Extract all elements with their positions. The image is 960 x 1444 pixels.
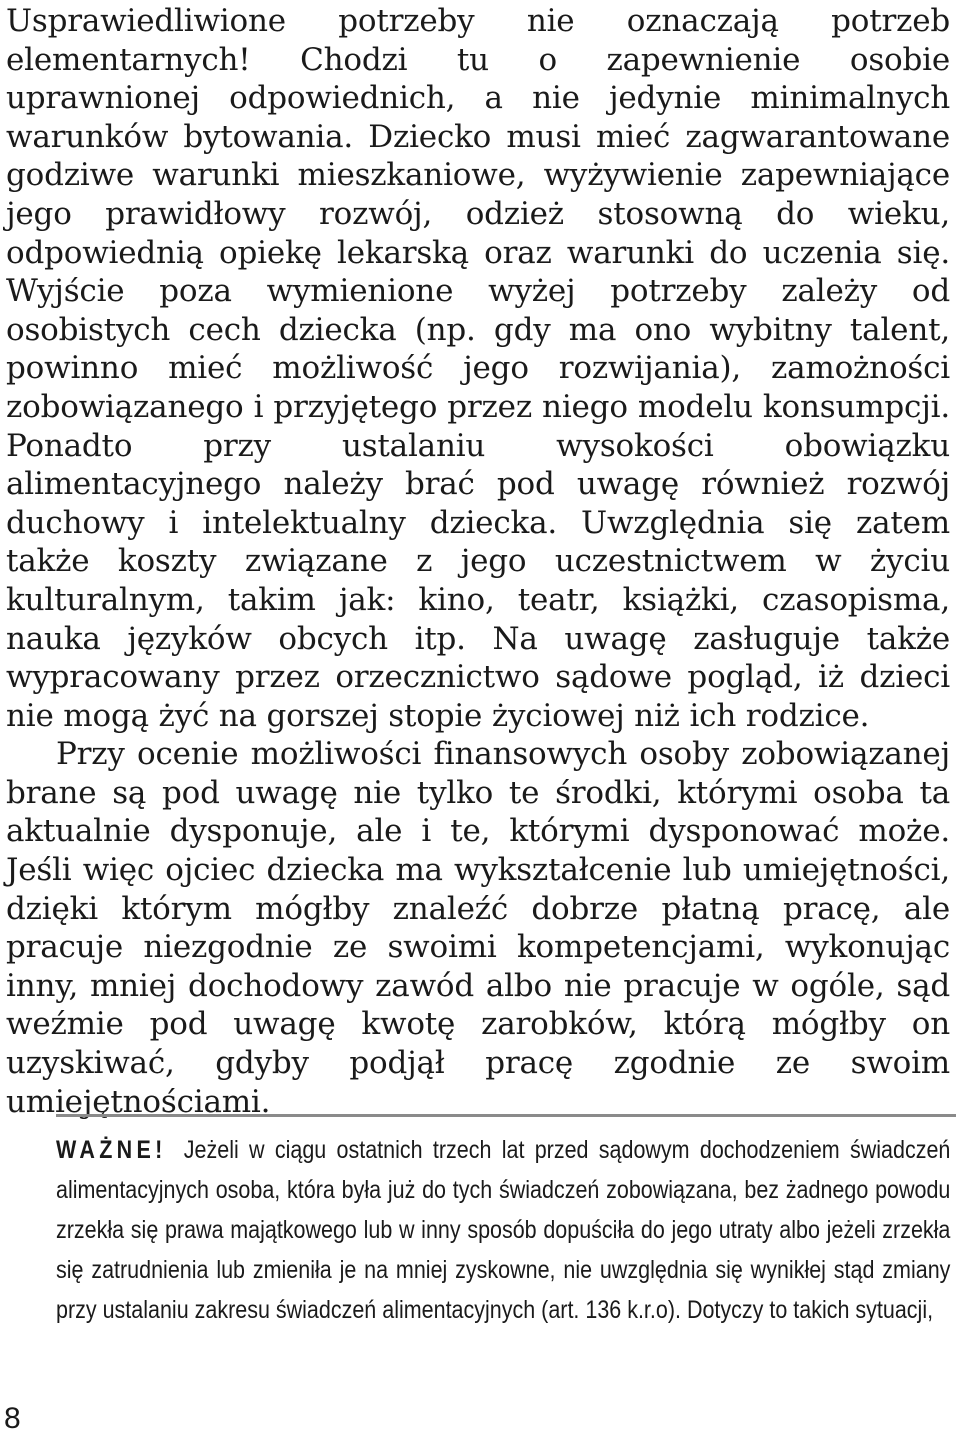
important-note [56, 1130, 950, 1330]
note-divider [56, 1114, 956, 1117]
note-text: Jeżeli w ciągu ostatnich trzech lat przed sądowym dochodzeniem świadczeń alimentacyjnych osoba, która była już do tych świadczeń zobowiązana, bez żadnego powodu zrzekła się prawa majątkowego lub w inny sposób dopuściła do jego utraty albo jeżeli zrzekła się zatrudnienia lub zmieniła je na mniej zyskowne, nie uwzględnia się wynikłej stąd zmiany przy ustalaniu zakresu świadczeń alimentacyjnych (art. 136 k.r.o). Dotyczy to takich sytuacji, [56, 1136, 951, 1324]
note-label: WAŻNE! [56, 1136, 167, 1164]
page-number: 8 [4, 1402, 21, 1435]
body-text [6, 2, 950, 1121]
paragraph-1: Usprawiedliwione potrzeby nie oznaczają potrzeb elementarnych! Chodzi tu o zapewnienie osobie uprawnionej odpowiednich, a nie jedynie minimalnych warunków bytowania. Dziecko musi mieć zagwarantowane godziwe warunki mieszkaniowe, wyżywienie zapewniające jego prawidłowy rozwój, odzież stosowną do wieku, odpowiednią opiekę lekarską oraz warunki do uczenia się. Wyjście poza wymienione wyżej potrzeby zależy od osobistych cech dziecka (np. gdy ma ono wybitny talent, powinno mieć możliwość jego rozwijania), zamożności zobowiązanego i przyjętego przez niego modelu konsumpcji. Ponadto przy ustalaniu wysokości obowiązku alimentacyjnego należy brać pod uwagę również rozwój duchowy i intelektualny dziecka. Uwzględnia się zatem także koszty związane z jego uczestnictwem w życiu kulturalnym, takim jak: kino, teatr, książki, czasopisma, nauka języków obcych itp. Na uwagę zasługuje także wypracowany przez orzecznictwo sądowe pogląd, iż dzieci nie mogą żyć na gorszej stopie życiowej niż ich rodzice. [6, 3, 950, 734]
paragraph-2: Przy ocenie możliwości finansowych osoby zobowiązanej brane są pod uwagę nie tylko te środki, którymi osoba ta aktualnie dysponuje, ale i te, którymi dysponować może. Jeśli więc ojciec dziecka ma wykształcenie lub umiejętności, dzięki którym mógłby znaleźć dobrze płatną pracę, ale pracuje niezgodnie ze swoimi kompetencjami, wykonując inny, mniej dochodowy zawód albo nie pracuje w ogóle, sąd weźmie pod uwagę kwotę zarobków, którą mógłby on uzyskiwać, gdyby podjął pracę zgodnie ze swoim umiejętnościami. [6, 736, 950, 1120]
